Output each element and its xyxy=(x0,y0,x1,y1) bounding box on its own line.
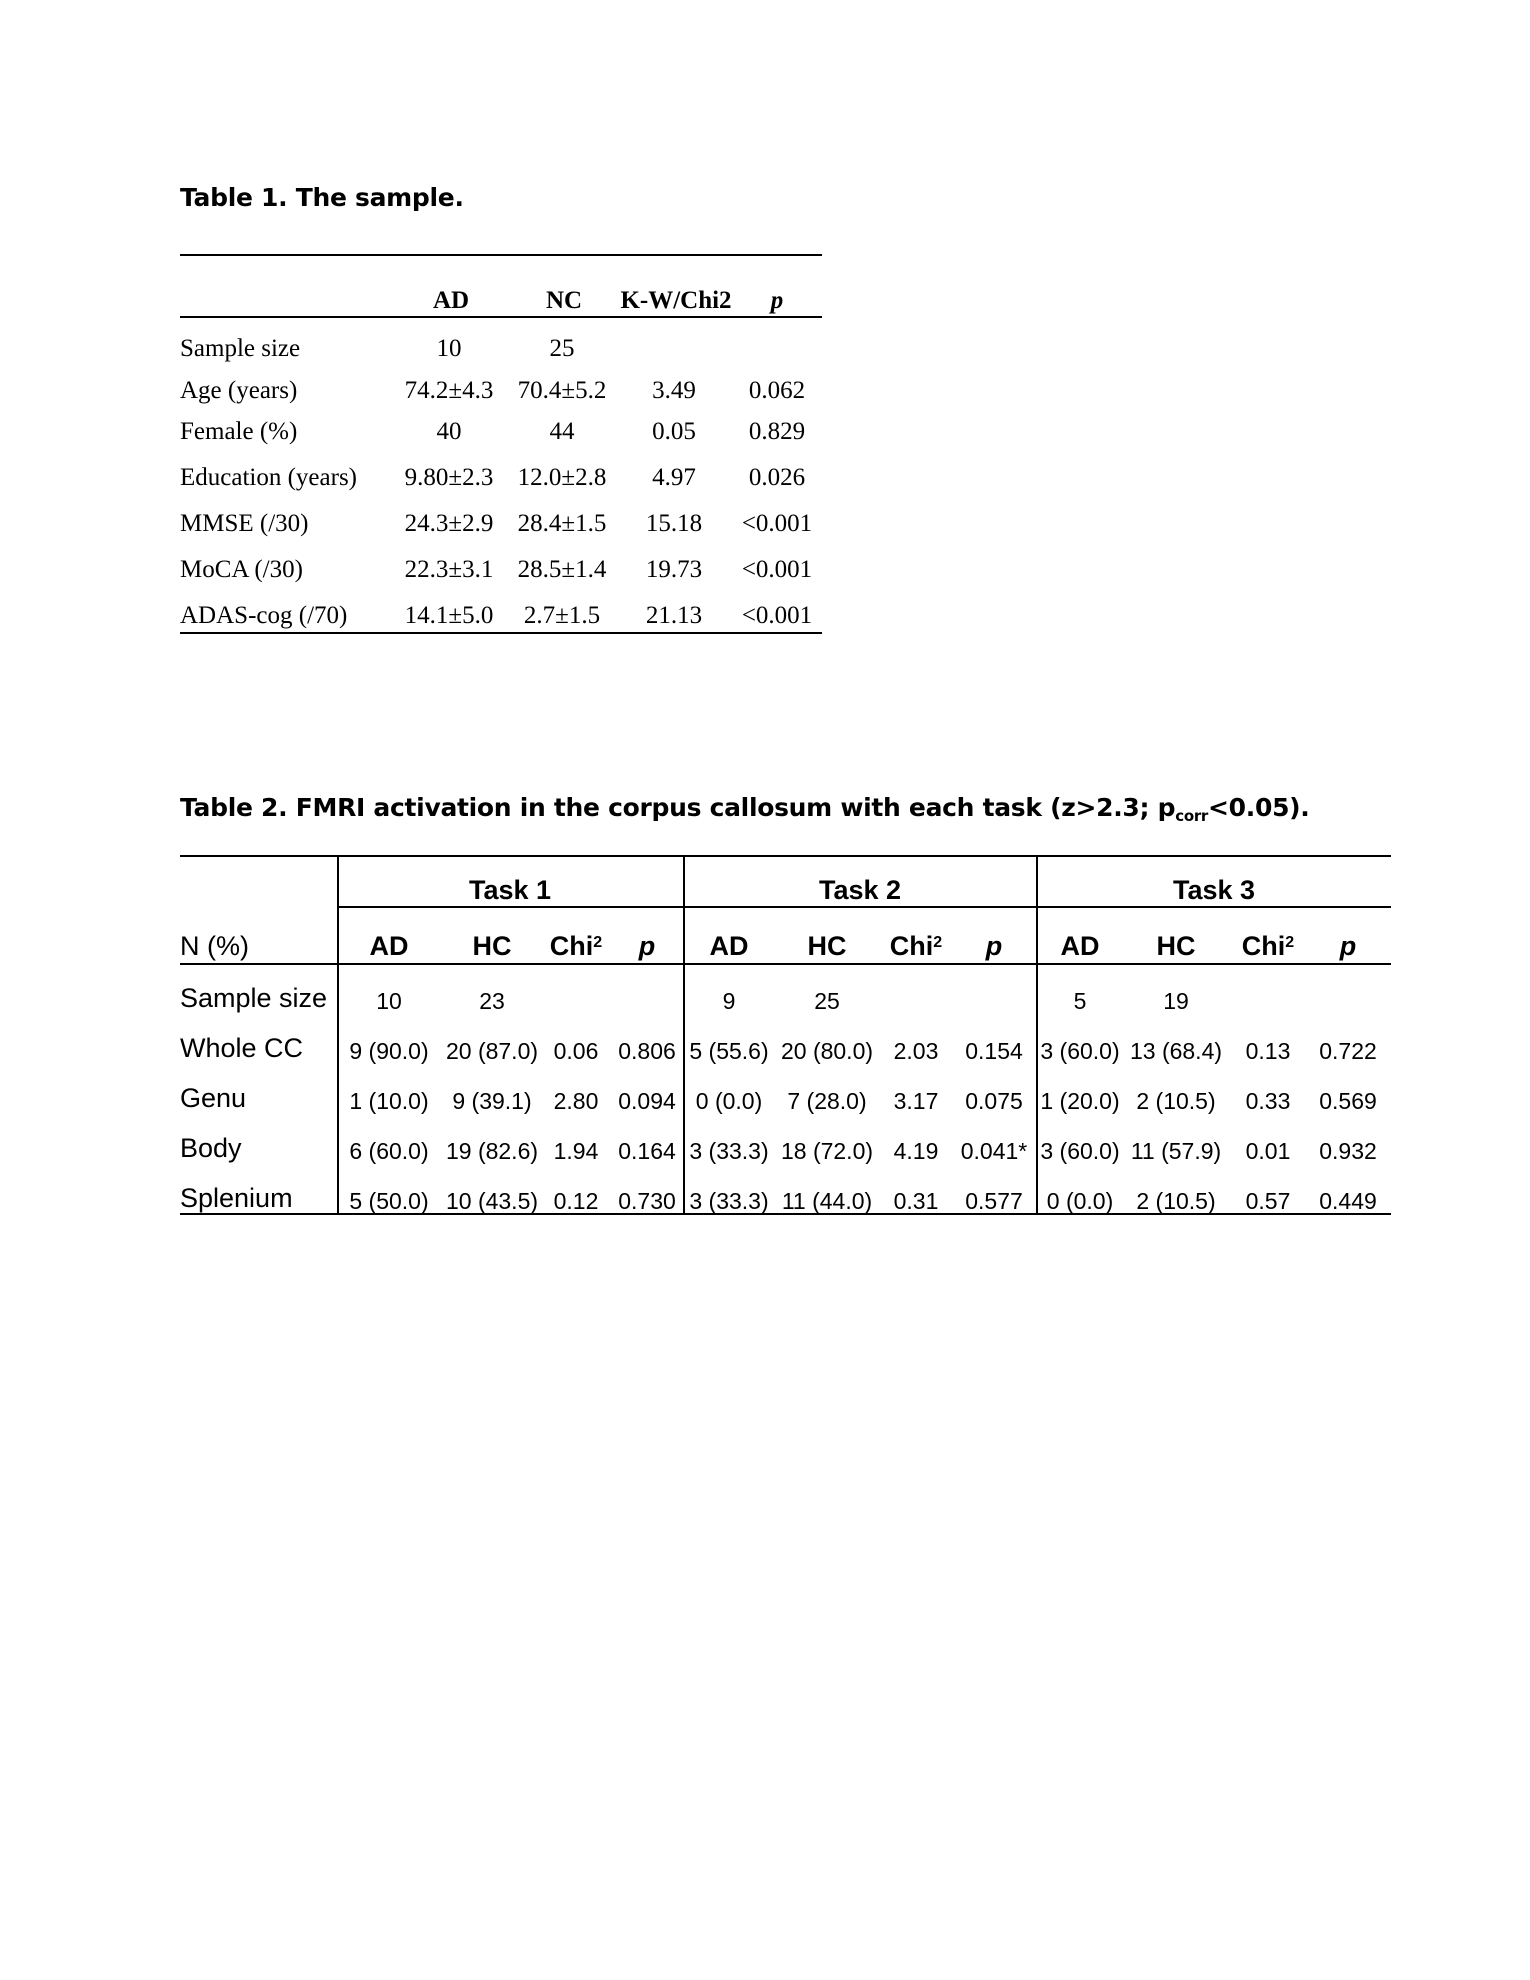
table2-cell: 20 (87.0) xyxy=(445,1038,539,1064)
table2-cell: 2.80 xyxy=(553,1088,599,1114)
table2-col-p: p xyxy=(638,931,656,961)
table2-cell: 0.730 xyxy=(618,1188,676,1214)
table2-cell: 1 (20.0) xyxy=(1040,1088,1120,1114)
table2-row-label: Whole CC xyxy=(180,1033,304,1063)
table2-col-hc: HC xyxy=(807,931,847,961)
table1-row-label: Education (years) xyxy=(180,464,358,491)
table2-col-chi: Chi$^2$ xyxy=(889,931,943,961)
table2-cell: 0.449 xyxy=(1319,1188,1377,1214)
table1-cell: 0.05 xyxy=(652,418,696,445)
table1-cell: 2.7±1.5 xyxy=(523,602,601,629)
table2-col-ad: AD xyxy=(1060,931,1100,961)
table2-cell: 0.722 xyxy=(1319,1038,1377,1064)
table2-cell: 9 (39.1) xyxy=(452,1088,532,1114)
table1-header-stat: K-W/Chi2 xyxy=(620,287,732,314)
table1-cell: 22.3±3.1 xyxy=(404,556,494,583)
table2-cell: 0.932 xyxy=(1319,1138,1377,1164)
table1-header-ad: AD xyxy=(432,287,470,314)
table1-row-label: Sample size xyxy=(180,335,301,362)
table1-cell: 24.3±2.9 xyxy=(404,510,494,537)
table2-row-label: Sample size xyxy=(180,983,328,1013)
table1-cell: 15.18 xyxy=(645,510,703,537)
table2-cell: 10 xyxy=(376,988,402,1014)
table2-row-label: Splenium xyxy=(180,1183,293,1213)
table2-row-header: N (%) xyxy=(180,931,249,961)
table1-cell: 28.4±1.5 xyxy=(517,510,607,537)
table1-cell: <0.001 xyxy=(741,556,813,583)
table1-cell: 70.4±5.2 xyxy=(517,377,607,404)
table1-cell: 0.026 xyxy=(748,464,806,491)
table1-cell: 28.5±1.4 xyxy=(517,556,607,583)
table2-cell: 23 xyxy=(479,988,505,1014)
table2-cell: 0.569 xyxy=(1319,1088,1377,1114)
table1-row-label: Female (%) xyxy=(180,418,298,445)
table2-col-ad: AD xyxy=(369,931,409,961)
table2-cell: 11 (44.0) xyxy=(781,1188,873,1214)
table2-cell: 19 (82.6) xyxy=(445,1138,539,1164)
table1-cell: 14.1±5.0 xyxy=(404,602,494,629)
table1-cell: 74.2±4.3 xyxy=(404,377,494,404)
table1-header-nc: NC xyxy=(545,287,583,314)
table2-title: Table 2. FMRI activation in the corpus callosum with each task (z>2.3; $p_{corr}<0.05$). xyxy=(180,793,1310,825)
table2-cell: 5 (55.6) xyxy=(689,1038,769,1064)
table2-cell: 0 (0.0) xyxy=(1046,1188,1114,1214)
table2 xyxy=(180,855,1391,1215)
table2-col-chi: Chi$^2$ xyxy=(1241,931,1295,961)
table2-cell: 0.041* xyxy=(960,1138,1028,1164)
table2-col-divider xyxy=(1036,855,1038,1215)
table2-col-divider xyxy=(683,855,685,1215)
table2-cell: 0.31 xyxy=(893,1188,939,1214)
table2-cell: 1 (10.0) xyxy=(349,1088,429,1114)
table2-cell: 19 xyxy=(1163,988,1189,1014)
table2-cell: 0 (0.0) xyxy=(695,1088,763,1114)
table1-row-label: Age (years) xyxy=(180,377,298,404)
table2-cell: 0.094 xyxy=(618,1088,676,1114)
table1-header-p: p xyxy=(770,287,784,314)
table2-cell: 2.03 xyxy=(893,1038,939,1064)
table1-cell: 3.49 xyxy=(652,377,696,404)
table2-cell: 3 (60.0) xyxy=(1040,1138,1120,1164)
table2-cell: 0.577 xyxy=(965,1188,1023,1214)
table2-group-rule xyxy=(338,906,1391,908)
table2-cell: 0.13 xyxy=(1245,1038,1291,1064)
table2-col-p: p xyxy=(985,931,1003,961)
table1-cell: <0.001 xyxy=(741,602,813,629)
table1-cell: 12.0±2.8 xyxy=(517,464,607,491)
table1 xyxy=(180,254,822,634)
table2-cell: 4.19 xyxy=(893,1138,939,1164)
table1-cell: 9.80±2.3 xyxy=(404,464,494,491)
table2-cell: 6 (60.0) xyxy=(349,1138,429,1164)
table2-col-hc: HC xyxy=(1156,931,1196,961)
table2-cell: 3.17 xyxy=(893,1088,939,1114)
table2-cell: 0.164 xyxy=(618,1138,676,1164)
table2-cell: 2 (10.5) xyxy=(1136,1188,1216,1214)
table2-cell: 1.94 xyxy=(553,1138,599,1164)
table2-col-chi: Chi$^2$ xyxy=(549,931,603,961)
table1-cell: 21.13 xyxy=(645,602,703,629)
table2-cell: 0.06 xyxy=(553,1038,599,1064)
table1-cell: <0.001 xyxy=(741,510,813,537)
table2-group-task1: Task 1 xyxy=(468,875,552,905)
table2-top-rule xyxy=(180,855,1391,857)
table2-row-label: Genu xyxy=(180,1083,247,1113)
table1-header-rule xyxy=(180,316,822,318)
table1-cell: 25 xyxy=(549,335,575,362)
table2-cell: 10 (43.5) xyxy=(445,1188,539,1214)
table1-cell: 0.829 xyxy=(748,418,806,445)
table2-header-rule xyxy=(180,963,1391,965)
table2-cell: 3 (33.3) xyxy=(689,1138,769,1164)
table2-group-task2: Task 2 xyxy=(818,875,902,905)
table2-cell: 25 xyxy=(814,988,840,1014)
table2-cell: 7 (28.0) xyxy=(787,1088,867,1114)
table1-cell: 10 xyxy=(436,335,462,362)
table2-cell: 0.01 xyxy=(1245,1138,1291,1164)
table2-cell: 18 (72.0) xyxy=(780,1138,874,1164)
table2-cell: 0.075 xyxy=(965,1088,1023,1114)
table2-cell: 2 (10.5) xyxy=(1136,1088,1216,1114)
table2-cell: 20 (80.0) xyxy=(780,1038,874,1064)
table2-cell: 0.57 xyxy=(1245,1188,1291,1214)
table1-top-rule xyxy=(180,254,822,256)
table2-cell: 0.154 xyxy=(965,1038,1023,1064)
table2-group-task3: Task 3 xyxy=(1172,875,1256,905)
table2-cell: 13 (68.4) xyxy=(1129,1038,1223,1064)
table2-col-divider xyxy=(337,855,339,1215)
table2-cell: 5 (50.0) xyxy=(349,1188,429,1214)
table1-cell: 0.062 xyxy=(748,377,806,404)
table2-cell: 3 (33.3) xyxy=(689,1188,769,1214)
table2-cell: 5 xyxy=(1073,988,1087,1014)
table1-bottom-rule xyxy=(180,632,822,634)
table1-title: Table 1. The sample. xyxy=(180,183,464,212)
table1-row-label: MMSE (/30) xyxy=(180,510,309,537)
table2-cell: 11 (57.9) xyxy=(1130,1138,1222,1164)
table2-cell: 9 (90.0) xyxy=(349,1038,429,1064)
table2-cell: 0.806 xyxy=(618,1038,676,1064)
table2-cell: 3 (60.0) xyxy=(1040,1038,1120,1064)
table2-cell: 9 xyxy=(722,988,736,1014)
table2-col-ad: AD xyxy=(709,931,749,961)
table2-cell: 0.12 xyxy=(553,1188,599,1214)
table1-cell: 44 xyxy=(549,418,575,445)
table1-cell: 19.73 xyxy=(645,556,703,583)
table1-row-label: ADAS-cog (/70) xyxy=(180,602,348,629)
table1-row-label: MoCA (/30) xyxy=(180,556,303,583)
table2-col-p: p xyxy=(1339,931,1357,961)
table2-cell: 0.33 xyxy=(1245,1088,1291,1114)
table1-cell: 4.97 xyxy=(652,464,696,491)
table1-cell: 40 xyxy=(436,418,462,445)
table2-row-label: Body xyxy=(180,1133,242,1163)
table2-col-hc: HC xyxy=(472,931,512,961)
